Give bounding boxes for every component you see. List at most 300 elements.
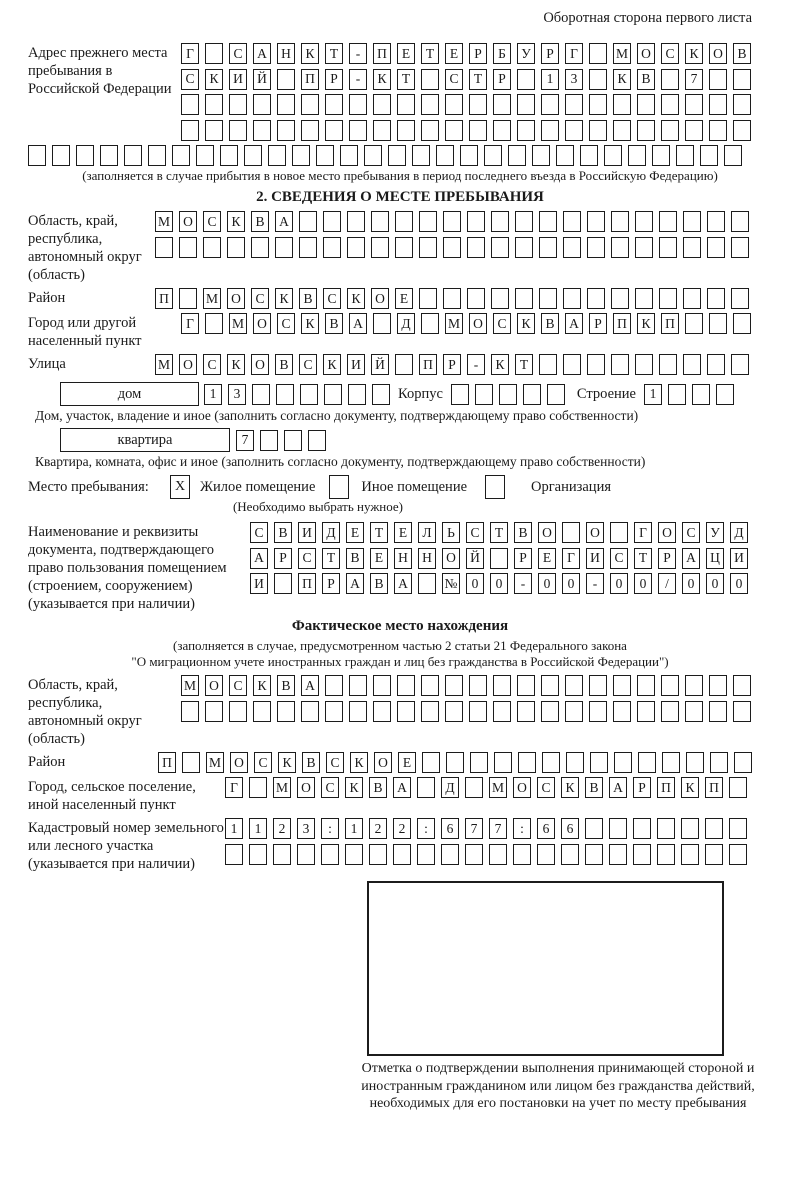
char-cell[interactable] (419, 288, 437, 309)
char-cell[interactable] (590, 752, 608, 773)
char-cell[interactable] (251, 237, 269, 258)
char-cell[interactable]: 2 (273, 818, 291, 839)
char-cell[interactable] (724, 145, 742, 166)
char-cell[interactable]: О (205, 675, 223, 696)
char-cell[interactable]: П (298, 573, 316, 594)
char-cell[interactable]: О (253, 313, 271, 334)
char-cell[interactable]: К (301, 43, 319, 64)
char-cell[interactable] (633, 818, 651, 839)
char-cell[interactable] (443, 211, 461, 232)
char-cell[interactable] (556, 145, 574, 166)
char-cell[interactable]: 7 (465, 818, 483, 839)
char-cell[interactable] (371, 211, 389, 232)
char-cell[interactable] (421, 94, 439, 115)
char-cell[interactable] (515, 288, 533, 309)
char-cell[interactable] (563, 211, 581, 232)
char-cell[interactable] (541, 701, 559, 722)
char-cell[interactable] (253, 701, 271, 722)
char-cell[interactable] (148, 145, 166, 166)
char-cell[interactable]: В (299, 288, 317, 309)
char-cell[interactable] (220, 145, 238, 166)
char-cell[interactable]: О (179, 211, 197, 232)
char-cell[interactable] (683, 237, 701, 258)
char-cell[interactable] (731, 354, 749, 375)
char-cell[interactable] (659, 237, 677, 258)
char-cell[interactable]: 1 (541, 69, 559, 90)
char-cell[interactable] (731, 237, 749, 258)
char-cell[interactable] (709, 94, 727, 115)
char-cell[interactable] (563, 237, 581, 258)
char-cell[interactable] (445, 675, 463, 696)
char-cell[interactable] (637, 94, 655, 115)
char-cell[interactable]: С (493, 313, 511, 334)
char-cell[interactable]: В (275, 354, 293, 375)
char-cell[interactable]: Г (181, 313, 199, 334)
char-cell[interactable] (635, 211, 653, 232)
char-cell[interactable] (589, 675, 607, 696)
char-cell[interactable] (709, 701, 727, 722)
char-cell[interactable] (613, 675, 631, 696)
char-cell[interactable] (300, 384, 318, 405)
char-cell[interactable]: С (299, 354, 317, 375)
char-cell[interactable] (685, 675, 703, 696)
char-cell[interactable] (369, 844, 387, 865)
char-cell[interactable] (729, 844, 747, 865)
char-cell[interactable] (661, 69, 679, 90)
char-cell[interactable]: А (349, 313, 367, 334)
char-cell[interactable]: К (345, 777, 363, 798)
char-cell[interactable]: 0 (730, 573, 748, 594)
char-cell[interactable] (659, 211, 677, 232)
char-cell[interactable] (297, 844, 315, 865)
char-cell[interactable]: О (179, 354, 197, 375)
char-cell[interactable]: Р (541, 43, 559, 64)
char-cell[interactable] (733, 69, 751, 90)
char-cell[interactable] (676, 145, 694, 166)
char-cell[interactable]: К (685, 43, 703, 64)
char-cell[interactable] (668, 384, 686, 405)
char-cell[interactable] (445, 120, 463, 141)
char-cell[interactable]: С (254, 752, 272, 773)
char-cell[interactable]: М (203, 288, 221, 309)
char-cell[interactable]: Р (325, 69, 343, 90)
char-cell[interactable] (508, 145, 526, 166)
char-cell[interactable] (229, 120, 247, 141)
char-cell[interactable] (517, 675, 535, 696)
char-cell[interactable] (460, 145, 478, 166)
char-cell[interactable]: М (155, 354, 173, 375)
char-cell[interactable] (349, 675, 367, 696)
char-cell[interactable] (716, 384, 734, 405)
char-cell[interactable] (733, 94, 751, 115)
char-cell[interactable] (155, 237, 173, 258)
char-cell[interactable] (172, 145, 190, 166)
char-cell[interactable]: С (251, 288, 269, 309)
char-cell[interactable]: П (661, 313, 679, 334)
char-cell[interactable] (539, 237, 557, 258)
char-cell[interactable] (301, 120, 319, 141)
char-cell[interactable] (532, 145, 550, 166)
char-cell[interactable]: Ц (706, 548, 724, 569)
char-cell[interactable] (446, 752, 464, 773)
char-cell[interactable]: 7 (685, 69, 703, 90)
char-cell[interactable]: О (442, 548, 460, 569)
char-cell[interactable]: В (733, 43, 751, 64)
char-cell[interactable]: Н (418, 548, 436, 569)
char-cell[interactable]: У (706, 522, 724, 543)
char-cell[interactable] (421, 69, 439, 90)
char-cell[interactable] (397, 701, 415, 722)
char-cell[interactable] (349, 701, 367, 722)
char-cell[interactable]: - (349, 69, 367, 90)
char-cell[interactable] (709, 675, 727, 696)
char-cell[interactable]: Н (277, 43, 295, 64)
char-cell[interactable]: 6 (537, 818, 555, 839)
char-cell[interactable]: 1 (249, 818, 267, 839)
char-cell[interactable] (580, 145, 598, 166)
char-cell[interactable] (76, 145, 94, 166)
char-cell[interactable]: В (369, 777, 387, 798)
char-cell[interactable] (661, 675, 679, 696)
char-cell[interactable] (563, 288, 581, 309)
char-cell[interactable]: Р (469, 43, 487, 64)
char-cell[interactable]: О (538, 522, 556, 543)
char-cell[interactable] (299, 237, 317, 258)
char-cell[interactable]: Т (397, 69, 415, 90)
char-cell[interactable]: 1 (345, 818, 363, 839)
char-cell[interactable]: Е (395, 288, 413, 309)
char-cell[interactable] (633, 844, 651, 865)
char-cell[interactable]: В (251, 211, 269, 232)
char-cell[interactable] (436, 145, 454, 166)
char-cell[interactable]: 0 (562, 573, 580, 594)
char-cell[interactable] (395, 354, 413, 375)
char-cell[interactable] (260, 430, 278, 451)
char-cell[interactable] (299, 211, 317, 232)
char-cell[interactable]: М (445, 313, 463, 334)
char-cell[interactable] (467, 237, 485, 258)
char-cell[interactable]: : (417, 818, 435, 839)
char-cell[interactable] (635, 237, 653, 258)
char-cell[interactable] (421, 675, 439, 696)
char-cell[interactable]: М (273, 777, 291, 798)
char-cell[interactable]: С (610, 548, 628, 569)
char-cell[interactable]: У (517, 43, 535, 64)
char-cell[interactable]: С (537, 777, 555, 798)
char-cell[interactable] (249, 844, 267, 865)
char-cell[interactable]: Е (346, 522, 364, 543)
char-cell[interactable] (587, 211, 605, 232)
char-cell[interactable] (252, 384, 270, 405)
char-cell[interactable] (541, 675, 559, 696)
char-cell[interactable] (685, 120, 703, 141)
char-cell[interactable]: 2 (393, 818, 411, 839)
char-cell[interactable] (635, 288, 653, 309)
char-cell[interactable]: - (467, 354, 485, 375)
char-cell[interactable]: К (227, 211, 245, 232)
char-cell[interactable]: А (394, 573, 412, 594)
char-cell[interactable] (28, 145, 46, 166)
char-cell[interactable] (609, 818, 627, 839)
checkbox-inoe[interactable] (329, 475, 349, 499)
char-cell[interactable] (513, 844, 531, 865)
char-cell[interactable]: К (253, 675, 271, 696)
char-cell[interactable]: С (661, 43, 679, 64)
char-cell[interactable]: Б (493, 43, 511, 64)
char-cell[interactable] (657, 844, 675, 865)
char-cell[interactable] (638, 752, 656, 773)
char-cell[interactable] (491, 288, 509, 309)
char-cell[interactable] (589, 120, 607, 141)
char-cell[interactable]: И (730, 548, 748, 569)
char-cell[interactable] (491, 211, 509, 232)
char-cell[interactable] (561, 844, 579, 865)
char-cell[interactable]: С (203, 354, 221, 375)
char-cell[interactable] (277, 69, 295, 90)
char-cell[interactable]: Й (253, 69, 271, 90)
char-cell[interactable]: Р (493, 69, 511, 90)
char-cell[interactable]: Ь (442, 522, 460, 543)
char-cell[interactable] (659, 354, 677, 375)
char-cell[interactable] (628, 145, 646, 166)
char-cell[interactable]: Г (565, 43, 583, 64)
char-cell[interactable]: Й (466, 548, 484, 569)
char-cell[interactable] (683, 211, 701, 232)
char-cell[interactable]: К (517, 313, 535, 334)
char-cell[interactable] (325, 94, 343, 115)
char-cell[interactable] (347, 237, 365, 258)
char-cell[interactable] (418, 573, 436, 594)
char-cell[interactable]: И (298, 522, 316, 543)
char-cell[interactable]: М (206, 752, 224, 773)
char-cell[interactable] (662, 752, 680, 773)
char-cell[interactable] (517, 701, 535, 722)
char-cell[interactable]: М (613, 43, 631, 64)
char-cell[interactable] (614, 752, 632, 773)
char-cell[interactable] (683, 288, 701, 309)
char-cell[interactable]: К (275, 288, 293, 309)
char-cell[interactable]: К (323, 354, 341, 375)
char-cell[interactable]: С (323, 288, 341, 309)
char-cell[interactable]: К (227, 354, 245, 375)
char-cell[interactable] (705, 844, 723, 865)
char-cell[interactable]: А (301, 675, 319, 696)
char-cell[interactable] (613, 120, 631, 141)
char-cell[interactable] (276, 384, 294, 405)
char-cell[interactable]: Г (562, 548, 580, 569)
char-cell[interactable]: О (586, 522, 604, 543)
char-cell[interactable] (349, 120, 367, 141)
char-cell[interactable] (637, 701, 655, 722)
char-cell[interactable] (443, 288, 461, 309)
char-cell[interactable]: К (491, 354, 509, 375)
char-cell[interactable] (345, 844, 363, 865)
char-cell[interactable] (395, 211, 413, 232)
char-cell[interactable]: 2 (369, 818, 387, 839)
char-cell[interactable]: А (565, 313, 583, 334)
char-cell[interactable]: 7 (489, 818, 507, 839)
char-cell[interactable]: А (393, 777, 411, 798)
char-cell[interactable] (681, 844, 699, 865)
char-cell[interactable] (397, 94, 415, 115)
char-cell[interactable]: Е (398, 752, 416, 773)
char-cell[interactable] (585, 818, 603, 839)
char-cell[interactable] (565, 701, 583, 722)
char-cell[interactable]: Р (274, 548, 292, 569)
char-cell[interactable] (229, 94, 247, 115)
char-cell[interactable]: С (321, 777, 339, 798)
char-cell[interactable] (493, 120, 511, 141)
char-cell[interactable] (324, 384, 342, 405)
char-cell[interactable]: М (229, 313, 247, 334)
char-cell[interactable]: 1 (225, 818, 243, 839)
char-cell[interactable] (469, 94, 487, 115)
char-cell[interactable] (340, 145, 358, 166)
char-cell[interactable] (685, 94, 703, 115)
char-cell[interactable] (493, 701, 511, 722)
char-cell[interactable] (542, 752, 560, 773)
char-cell[interactable] (707, 354, 725, 375)
char-cell[interactable] (537, 844, 555, 865)
char-cell[interactable]: № (442, 573, 460, 594)
char-cell[interactable]: 3 (228, 384, 246, 405)
char-cell[interactable] (547, 384, 565, 405)
char-cell[interactable] (685, 313, 703, 334)
char-cell[interactable] (652, 145, 670, 166)
char-cell[interactable] (100, 145, 118, 166)
char-cell[interactable] (565, 675, 583, 696)
char-cell[interactable]: - (349, 43, 367, 64)
char-cell[interactable]: В (370, 573, 388, 594)
char-cell[interactable] (273, 844, 291, 865)
char-cell[interactable]: О (658, 522, 676, 543)
char-cell[interactable] (637, 675, 655, 696)
char-cell[interactable] (268, 145, 286, 166)
char-cell[interactable] (700, 145, 718, 166)
char-cell[interactable]: 0 (706, 573, 724, 594)
char-cell[interactable]: М (489, 777, 507, 798)
char-cell[interactable]: Д (441, 777, 459, 798)
char-cell[interactable]: В (274, 522, 292, 543)
char-cell[interactable] (611, 354, 629, 375)
char-cell[interactable] (587, 237, 605, 258)
char-cell[interactable] (734, 752, 752, 773)
char-cell[interactable] (373, 313, 391, 334)
char-cell[interactable]: О (637, 43, 655, 64)
char-cell[interactable] (422, 752, 440, 773)
char-cell[interactable]: О (469, 313, 487, 334)
char-cell[interactable]: И (229, 69, 247, 90)
char-cell[interactable] (308, 430, 326, 451)
char-cell[interactable]: И (250, 573, 268, 594)
char-cell[interactable] (733, 120, 751, 141)
char-cell[interactable]: К (373, 69, 391, 90)
char-cell[interactable]: В (302, 752, 320, 773)
char-cell[interactable]: Д (730, 522, 748, 543)
char-cell[interactable]: Р (514, 548, 532, 569)
char-cell[interactable] (323, 237, 341, 258)
char-cell[interactable]: 0 (538, 573, 556, 594)
char-cell[interactable] (205, 120, 223, 141)
char-cell[interactable] (707, 237, 725, 258)
char-cell[interactable]: - (586, 573, 604, 594)
char-cell[interactable]: А (682, 548, 700, 569)
char-cell[interactable] (539, 288, 557, 309)
char-cell[interactable]: Й (371, 354, 389, 375)
char-cell[interactable]: К (278, 752, 296, 773)
char-cell[interactable] (277, 120, 295, 141)
char-cell[interactable]: Т (490, 522, 508, 543)
char-cell[interactable] (225, 844, 243, 865)
char-cell[interactable] (348, 384, 366, 405)
char-cell[interactable]: Д (322, 522, 340, 543)
char-cell[interactable]: П (657, 777, 675, 798)
char-cell[interactable]: Л (418, 522, 436, 543)
char-cell[interactable] (733, 675, 751, 696)
char-cell[interactable] (292, 145, 310, 166)
char-cell[interactable] (397, 675, 415, 696)
char-cell[interactable] (587, 288, 605, 309)
char-cell[interactable] (469, 701, 487, 722)
char-cell[interactable] (637, 120, 655, 141)
char-cell[interactable] (249, 777, 267, 798)
char-cell[interactable]: С (326, 752, 344, 773)
char-cell[interactable] (692, 384, 710, 405)
char-cell[interactable]: Д (397, 313, 415, 334)
char-cell[interactable]: С (466, 522, 484, 543)
char-cell[interactable]: С (682, 522, 700, 543)
char-cell[interactable]: Т (634, 548, 652, 569)
char-cell[interactable] (635, 354, 653, 375)
char-cell[interactable] (589, 94, 607, 115)
char-cell[interactable]: В (541, 313, 559, 334)
char-cell[interactable] (321, 844, 339, 865)
char-cell[interactable] (205, 701, 223, 722)
char-cell[interactable]: П (155, 288, 173, 309)
char-cell[interactable]: К (561, 777, 579, 798)
char-cell[interactable] (611, 288, 629, 309)
char-cell[interactable] (451, 384, 469, 405)
char-cell[interactable] (229, 701, 247, 722)
char-cell[interactable] (489, 844, 507, 865)
char-cell[interactable] (227, 237, 245, 258)
char-cell[interactable]: Г (634, 522, 652, 543)
char-cell[interactable] (182, 752, 200, 773)
char-cell[interactable] (494, 752, 512, 773)
char-cell[interactable] (659, 288, 677, 309)
char-cell[interactable] (325, 701, 343, 722)
char-cell[interactable] (465, 844, 483, 865)
char-cell[interactable]: Т (370, 522, 388, 543)
char-cell[interactable] (515, 211, 533, 232)
char-cell[interactable] (469, 675, 487, 696)
char-cell[interactable]: О (513, 777, 531, 798)
char-cell[interactable] (709, 313, 727, 334)
char-cell[interactable] (604, 145, 622, 166)
char-cell[interactable]: В (277, 675, 295, 696)
char-cell[interactable] (469, 120, 487, 141)
char-cell[interactable] (493, 94, 511, 115)
char-cell[interactable]: О (709, 43, 727, 64)
char-cell[interactable] (274, 573, 292, 594)
char-cell[interactable] (589, 43, 607, 64)
char-cell[interactable]: Т (421, 43, 439, 64)
char-cell[interactable] (729, 818, 747, 839)
checkbox-zhiloe[interactable]: X (170, 475, 190, 499)
char-cell[interactable] (445, 701, 463, 722)
char-cell[interactable] (523, 384, 541, 405)
char-cell[interactable] (205, 43, 223, 64)
